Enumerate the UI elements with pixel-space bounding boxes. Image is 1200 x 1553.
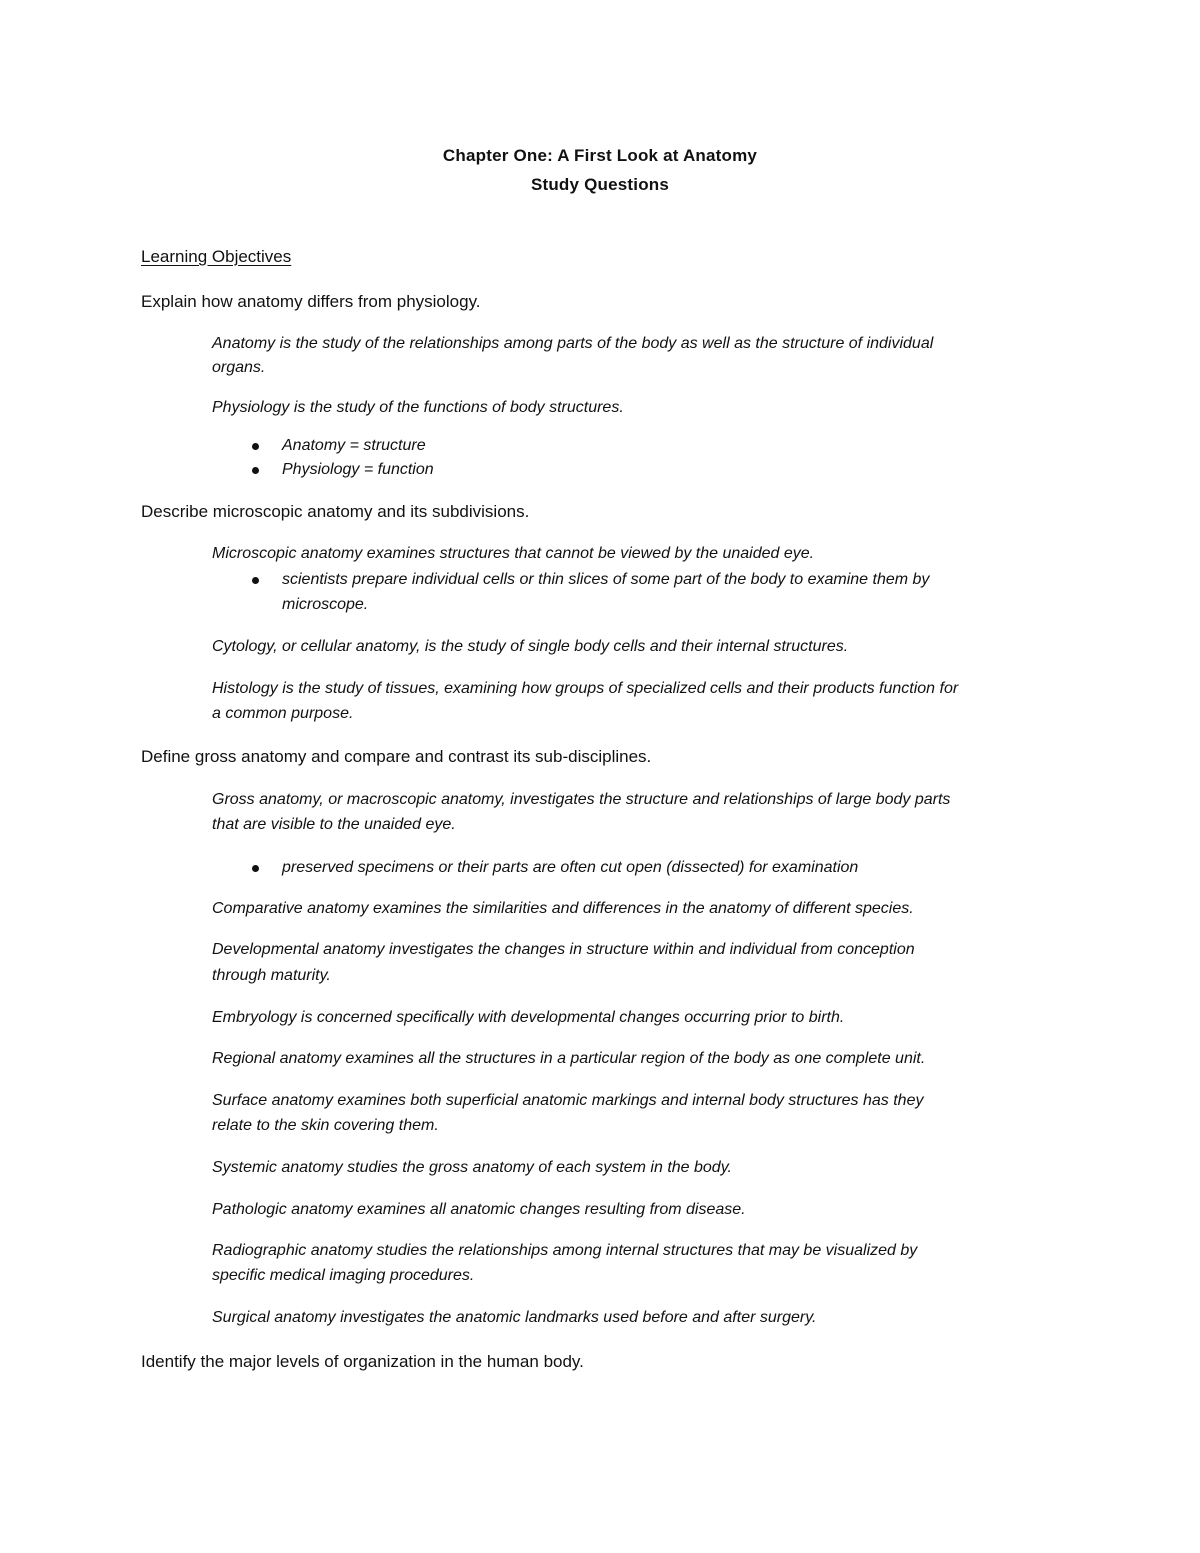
bullet-icon: [252, 467, 259, 474]
q2-bullet-line-1: scientists prepare individual cells or thin slices of some part of the body to examine them by: [282, 571, 930, 588]
question-4: Identify the major levels of organization in the human body.: [141, 1352, 584, 1371]
bullet-icon: [252, 577, 259, 584]
section-heading: Learning Objectives: [141, 247, 292, 266]
question-2: Describe microscopic anatomy and its subdivisions.: [141, 502, 530, 521]
q1-answer-1-line-1: Anatomy is the study of the relationships among parts of the body as well as the structure of individual: [212, 335, 934, 352]
q2-answer-3-line-2: a common purpose.: [212, 705, 354, 722]
question-3: Define gross anatomy and compare and contrast its sub-disciplines.: [141, 747, 652, 766]
q1-answer-1-line-2: organs.: [212, 359, 266, 376]
q3-answer-1-line-1: Gross anatomy, or macroscopic anatomy, investigates the structure and relationships of large body parts: [212, 791, 951, 808]
q3-pathologic: Pathologic anatomy examines all anatomic changes resulting from disease.: [212, 1201, 746, 1218]
page-subtitle: Study Questions: [530, 175, 670, 194]
q2-answer-2: Cytology, or cellular anatomy, is the study of single body cells and their internal structures.: [212, 638, 849, 655]
q3-developmental-line-1: Developmental anatomy investigates the changes in structure within and individual from conception: [212, 941, 915, 958]
q3-developmental-line-2: through maturity.: [212, 967, 331, 984]
q3-comparative: Comparative anatomy examines the similarities and differences in the anatomy of different species.: [212, 900, 914, 917]
q1-bullet-1: Anatomy = structure: [282, 437, 426, 454]
bullet-icon: [252, 865, 259, 872]
question-1: Explain how anatomy differs from physiology.: [141, 292, 481, 311]
q3-surface-line-1: Surface anatomy examines both superficial anatomic markings and internal body structures has they: [212, 1092, 924, 1109]
q3-surgical: Surgical anatomy investigates the anatomic landmarks used before and after surgery.: [212, 1309, 817, 1326]
q3-regional: Regional anatomy examines all the structures in a particular region of the body as one complete unit.: [212, 1050, 926, 1067]
q3-radiographic-line-1: Radiographic anatomy studies the relationships among internal structures that may be visualized by: [212, 1242, 918, 1259]
q3-answer-1-line-2: that are visible to the unaided eye.: [212, 816, 456, 833]
q2-bullet-line-2: microscope.: [282, 596, 369, 613]
bullet-icon: [252, 443, 259, 450]
q1-answer-2: Physiology is the study of the functions of body structures.: [212, 399, 624, 416]
q2-answer-1: Microscopic anatomy examines structures that cannot be viewed by the unaided eye.: [212, 545, 815, 562]
q3-bullet: preserved specimens or their parts are often cut open (dissected) for examination: [282, 859, 859, 876]
page-title: Chapter One: A First Look at Anatomy: [442, 146, 758, 165]
q1-bullet-2: Physiology = function: [282, 461, 434, 478]
q3-surface-line-2: relate to the skin covering them.: [212, 1117, 439, 1134]
q3-systemic: Systemic anatomy studies the gross anatomy of each system in the body.: [212, 1159, 732, 1176]
q3-embryology: Embryology is concerned specifically with developmental changes occurring prior to birth.: [212, 1009, 845, 1026]
q3-radiographic-line-2: specific medical imaging procedures.: [212, 1267, 475, 1284]
q2-answer-3-line-1: Histology is the study of tissues, examining how groups of specialized cells and their products function for: [212, 680, 959, 697]
